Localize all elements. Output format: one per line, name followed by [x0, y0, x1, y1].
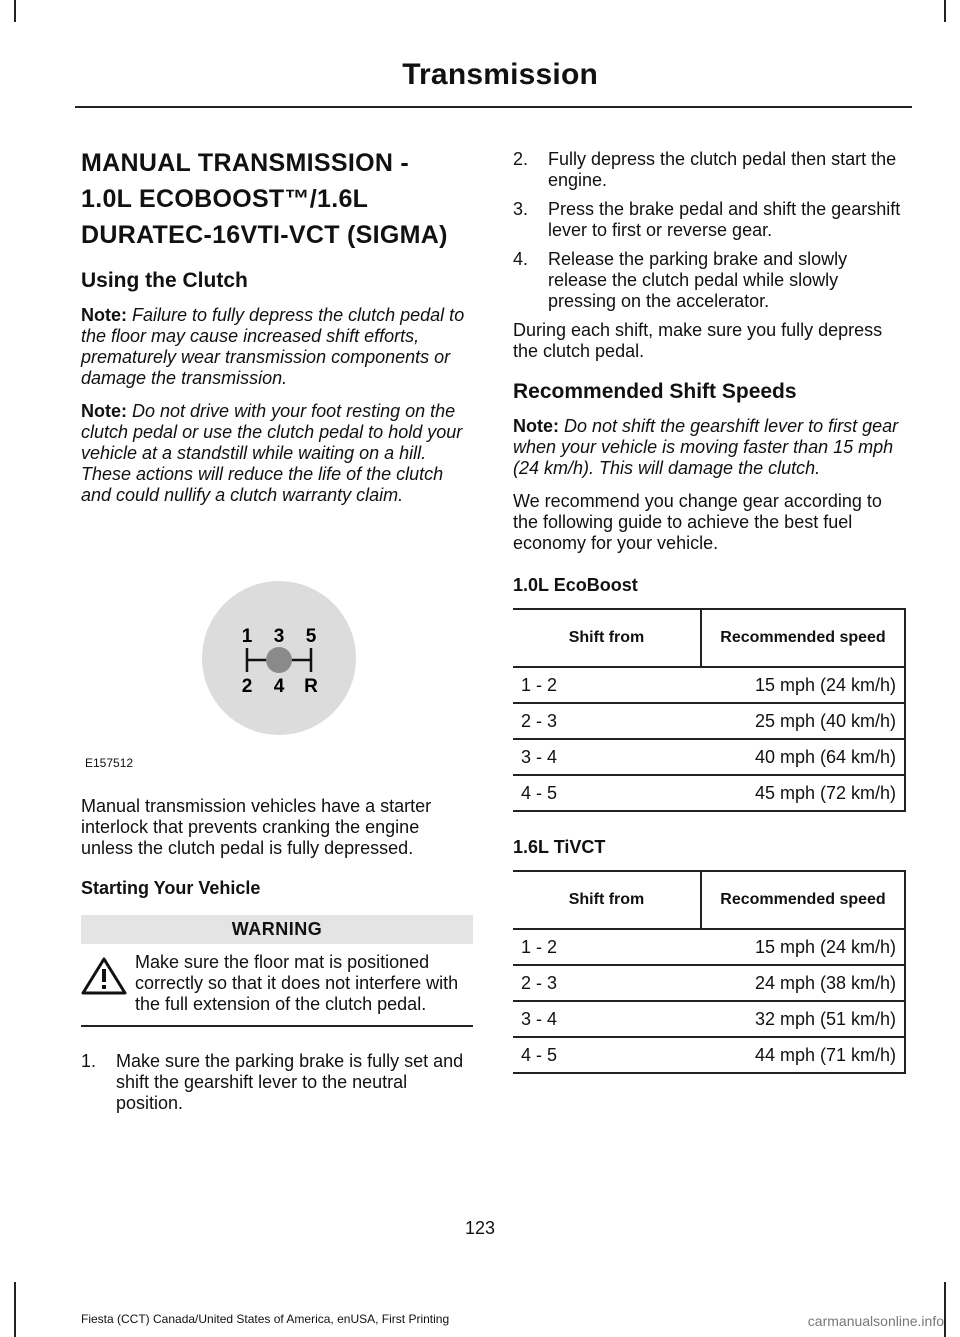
column-header: Recommended speed	[701, 609, 905, 667]
table-cell: 15 mph (24 km/h)	[701, 929, 905, 965]
crop-mark	[944, 0, 946, 22]
table-cell: 3 - 4	[513, 1001, 701, 1037]
table-cell: 2 - 3	[513, 703, 701, 739]
watermark: carmanualsonline.info	[807, 1313, 944, 1329]
note-text: Failure to fully depress the clutch pedal to the floor may cause increased shift efforts, prematurely wear transmission components or damage the transmission.	[81, 305, 465, 388]
figure-code: E157512	[85, 756, 134, 770]
note-clutch-rest	[81, 401, 473, 506]
note-label: Note:	[513, 416, 559, 436]
table-cell: 1 - 2	[513, 667, 701, 703]
warning-box	[81, 952, 473, 1027]
gear-label: 4	[273, 676, 285, 697]
table-row	[513, 965, 905, 1001]
note-clutch-depress	[81, 305, 473, 389]
crop-mark	[14, 0, 16, 22]
table-cell: 15 mph (24 km/h)	[701, 667, 905, 703]
table-cell: 1 - 2	[513, 929, 701, 965]
table-row	[513, 1037, 905, 1073]
step-text: Fully depress the clutch pedal then start the engine.	[548, 149, 897, 190]
gear-label: 2	[241, 676, 253, 697]
table-cell: 4 - 5	[513, 1037, 701, 1073]
note-shift-first	[513, 416, 906, 479]
warning-text: Make sure the floor mat is positioned correctly so that it does not interfere with the full extension of the clutch pedal.	[135, 952, 459, 1014]
table-cell: 32 mph (51 km/h)	[701, 1001, 905, 1037]
step-text: Press the brake pedal and shift the gearshift lever to first or reverse gear.	[548, 199, 901, 240]
note-text: Do not drive with your foot resting on the clutch pedal or use the clutch pedal to hold your vehicle at a standstill while waiting on a hill. These actions will reduce the life of the clutch and could nullify a clutch warranty claim.	[81, 401, 463, 505]
shift-text: During each shift, make sure you fully depress the clutch pedal.	[513, 320, 883, 361]
step-number: 3.	[513, 199, 529, 219]
table-cell: 3 - 4	[513, 739, 701, 775]
table-row	[513, 1001, 905, 1037]
table-row	[513, 929, 905, 965]
table-row	[513, 703, 905, 739]
section-title	[81, 145, 473, 253]
step-number: 4.	[513, 249, 529, 269]
right-column	[513, 145, 906, 1096]
speeds-heading: Recommended Shift Speeds	[513, 380, 797, 403]
note-text: Do not shift the gearshift lever to first gear when your vehicle is moving faster than 15 mph (24 km/h). This will damage the clutch.	[513, 416, 899, 478]
steps-list-left	[81, 1051, 473, 1114]
column-header: Shift from	[513, 609, 701, 667]
note-label: Note:	[81, 401, 127, 421]
table-cell: 40 mph (64 km/h)	[701, 739, 905, 775]
step-number: 1.	[81, 1051, 97, 1071]
table-header-row	[513, 609, 905, 667]
gear-label: 5	[305, 626, 317, 647]
step-number: 2.	[513, 149, 529, 169]
starting-heading: Starting Your Vehicle	[81, 878, 261, 898]
page-header-title: Transmission	[402, 58, 598, 91]
warning-header: WARNING	[81, 915, 473, 944]
interlock-text: Manual transmission vehicles have a starter interlock that prevents cranking the engine unless the clutch pedal is fully depressed.	[81, 796, 432, 858]
gear-label: 1	[241, 626, 253, 647]
shift-pattern-diagram	[199, 578, 359, 738]
section-title-line: 1.0L ECOBOOST™/1.6L	[81, 185, 369, 213]
speed-table-ecoboost	[513, 608, 906, 812]
table-row	[513, 775, 905, 811]
left-column	[81, 145, 473, 1122]
gear-knob-icon	[266, 647, 292, 673]
list-item	[513, 149, 906, 191]
table-title: 1.0L EcoBoost	[513, 575, 638, 595]
note-label: Note:	[81, 305, 127, 325]
table-cell: 4 - 5	[513, 775, 701, 811]
column-header: Shift from	[513, 871, 701, 929]
warning-triangle-icon	[81, 956, 127, 996]
section-title-line: MANUAL TRANSMISSION -	[81, 149, 410, 177]
list-item	[513, 249, 906, 312]
column-header: Recommended speed	[701, 871, 905, 929]
section-title-line: DURATEC-16VTI-VCT (SIGMA)	[81, 221, 448, 249]
crop-mark	[944, 1282, 946, 1337]
header-rule	[75, 106, 912, 108]
table-row	[513, 739, 905, 775]
table-header-row	[513, 871, 905, 929]
clutch-heading: Using the Clutch	[81, 269, 248, 292]
step-text: Make sure the parking brake is fully set and shift the gearshift lever to the neutral position.	[116, 1051, 464, 1113]
steps-list-right	[513, 149, 906, 312]
table-cell: 24 mph (38 km/h)	[701, 965, 905, 1001]
list-item	[513, 199, 906, 241]
table-cell: 25 mph (40 km/h)	[701, 703, 905, 739]
table-cell: 2 - 3	[513, 965, 701, 1001]
step-text: Release the parking brake and slowly release the clutch pedal while slowly pressing on the accelerator.	[548, 249, 848, 311]
speed-table-tivct	[513, 870, 906, 1074]
footer-edition: Fiesta (CCT) Canada/United States of America, enUSA, First Printing	[81, 1312, 450, 1326]
table-row	[513, 667, 905, 703]
list-item	[81, 1051, 473, 1114]
crop-mark	[14, 1282, 16, 1337]
page-number: 123	[464, 1218, 496, 1238]
gear-label: R	[304, 676, 318, 697]
shift-pattern-figure	[81, 578, 473, 778]
gear-label: 3	[273, 626, 285, 647]
table-cell: 45 mph (72 km/h)	[701, 775, 905, 811]
table-cell: 44 mph (71 km/h)	[701, 1037, 905, 1073]
recommend-text: We recommend you change gear according to the following guide to achieve the best fuel economy for your vehicle.	[513, 491, 882, 553]
table-title: 1.6L TiVCT	[513, 837, 606, 857]
